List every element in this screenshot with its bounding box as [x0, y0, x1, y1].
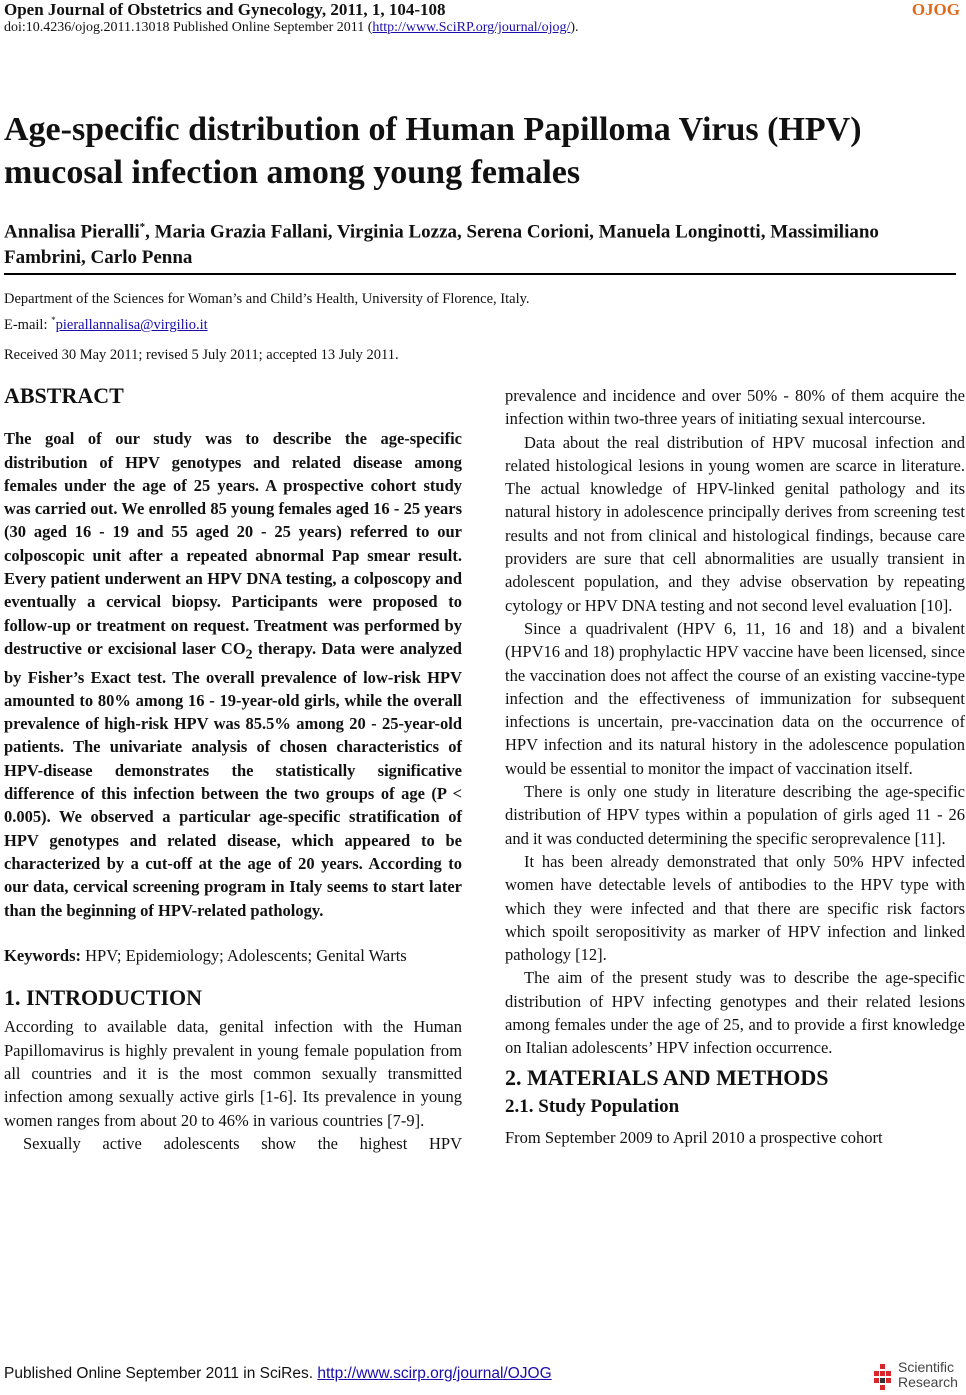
abstract-part-1: The goal of our study was to describe the age-specific distribution of HPV genotypes and related disease among females under the age of 25 years. A prospective cohort study was carried out. We enrolled 85 young females aged 16 - 25 years (30 aged 16 - 19 and 55 aged 20 - 25 years) referred to our colposcopic unit after a repeated abnormal Pap smear result. Every patient underwent an HPV DNA testing, a colposcopy and eventually a cervical biopsy. Participants were proposed to follow-up or treatment on request. Treatment was performed by destructive or excisional laser CO: [4, 429, 462, 658]
left-column: [4, 380, 462, 1155]
journal-header: Open Journal of Obstetrics and Gynecology, 2011, 1, 104-108: [4, 0, 446, 19]
methods-paragraph-1: From September 2009 to April 2010 a prospective cohort: [505, 1128, 883, 1148]
other-authors: , Maria Grazia Fallani, Virginia Lozza, Serena Corioni, Manuela Longinotti, Massimiliano Fambrini, Carlo Penna: [4, 221, 879, 269]
email-mark: *: [51, 315, 56, 325]
footer: [4, 1365, 552, 1383]
publisher-logo-icon: [872, 1362, 894, 1392]
abstract-subscript: 2: [245, 646, 253, 662]
doi-suffix: ).: [570, 20, 579, 35]
abstract-text: [4, 427, 462, 922]
received-dates: Received 30 May 2011; revised 5 July 2011; accepted 13 July 2011.: [4, 347, 399, 363]
paper-title: Age-specific distribution of Human Papilloma Virus (HPV) mucosal infection among young females: [4, 111, 862, 191]
introduction-heading: 1. INTRODUCTION: [4, 985, 203, 1011]
footer-link[interactable]: http://www.scirp.org/journal/OJOG: [317, 1365, 552, 1382]
intro-paragraph-2: Sexually active adolescents show the highest HPV: [23, 1133, 462, 1153]
doi-text: doi:10.4236/ojog.2011.13018 Published Online September 2011 (: [4, 20, 373, 35]
keywords-text: HPV; Epidemiology; Adolescents; Genital Warts: [81, 945, 407, 965]
abstract-part-2: therapy. Data were analyzed by Fisher’s Exact test. The overall prevalence of low-risk HPV amounted to 80% among 16 - 19-year-old girls, while the overall prevalence of high-risk HPV was 85.5% among 20 - 25-year-old patients. The univariate analysis of chosen characteristics of HPV-disease demonstrates the statistically significative difference of this infection between the two groups of age (P < 0.005). We observed a particular age-specific stratification of HPV genotypes and related disease, which appeared to be characterized by a cut-off at the age of 20 years. According to our data, cervical screening program in Italy seems to start later than the beginning of HPV-related pathology.: [4, 638, 462, 920]
logo-line-1: Scientific: [898, 1359, 955, 1375]
intro-paragraph-7: The aim of the present study was to describe the age-specific distribution of HPV infecting genotypes and their related lesions among females under the age of 25, and to provide a first knowledge on Italian adolescents’ HPV infection occurrence.: [505, 968, 965, 1058]
title-divider: [4, 273, 956, 275]
intro-paragraph-3: Data about the real distribution of HPV mucosal infection and related histological lesions in young women are scarce in literature. The actual knowledge of HPV-linked genital pathology and its natural history in adolescence principally derives from screening test results and not from clinical and histological findings, because care providers are sure that cell abnormalities are usually transient in adolescent population, and they advise observation by repeating cytology or HPV DNA testing and not second level evaluation [10].: [505, 432, 965, 615]
email-line: [4, 310, 904, 336]
author-list: [4, 214, 954, 271]
email-label: E-mail:: [4, 316, 52, 333]
study-population-heading: 2.1. Study Population: [505, 1095, 680, 1117]
intro-paragraph-6: It has been already demonstrated that only 50% HPV infected women have detectable levels of antibodies to the HPV type with which they were infected and that there are specific risk factors which spoilt seropositivity as marker of HPV infection and linked pathology [12].: [505, 851, 965, 965]
right-column: [505, 384, 965, 1150]
scientific-research-logo: [872, 1360, 964, 1394]
first-author: Annalisa Pieralli: [4, 221, 140, 243]
journal-code: OJOG: [911, 0, 960, 19]
intro-paragraph-1: According to available data, genital infection with the Human Papillomavirus is highly prevalent in young female population from all countries and it is the most common sexually transmitted infection among sexually active girls [1-6]. Its prevalence in young women ranges from about 20 to 46% in various countries [7-9].: [4, 1017, 462, 1130]
intro-paragraph-2-continued: prevalence and incidence and over 50% - 80% of them acquire the infection within two-three years of initiating sexual intercourse.: [505, 386, 965, 429]
keywords-label: Keywords:: [4, 945, 81, 965]
intro-paragraph-4: Since a quadrivalent (HPV 6, 11, 16 and 18) and a bivalent (HPV16 and 18) prophylactic HPV vaccine have been licensed, since the vaccination does not affect the course of an existing vaccine-type infection and the effectiveness of immunization for subsequent infections is uncertain, pre-vaccination data on the occurrence of HPV infection and its natural history in the adolescence population would be essential to monitor the impact of vaccination itself.: [505, 618, 965, 778]
affiliation: Department of the Sciences for Woman’s and Child’s Health, University of Florence, Italy.: [4, 291, 530, 307]
logo-wordmark: [898, 1360, 958, 1390]
corresponding-mark: *: [139, 221, 146, 233]
affiliation-block: [4, 289, 904, 336]
footer-text: Published Online September 2011 in SciRes.: [4, 1365, 318, 1382]
email-link[interactable]: pierallannalisa@virgilio.it: [55, 316, 208, 333]
abstract-heading: ABSTRACT: [4, 383, 124, 408]
intro-paragraph-5: There is only one study in literature describing the age-specific distribution of HPV types within a population of girls aged 11 - 26 and it was conducted determining the specific seroprevalence [11].: [505, 782, 965, 848]
logo-line-2: Research: [898, 1374, 958, 1390]
journal-link[interactable]: http://www.SciRP.org/journal/ojog/: [372, 20, 571, 35]
doi-line: [4, 20, 579, 36]
methods-heading: 2. MATERIALS AND METHODS: [505, 1064, 829, 1090]
keywords: [4, 944, 462, 967]
